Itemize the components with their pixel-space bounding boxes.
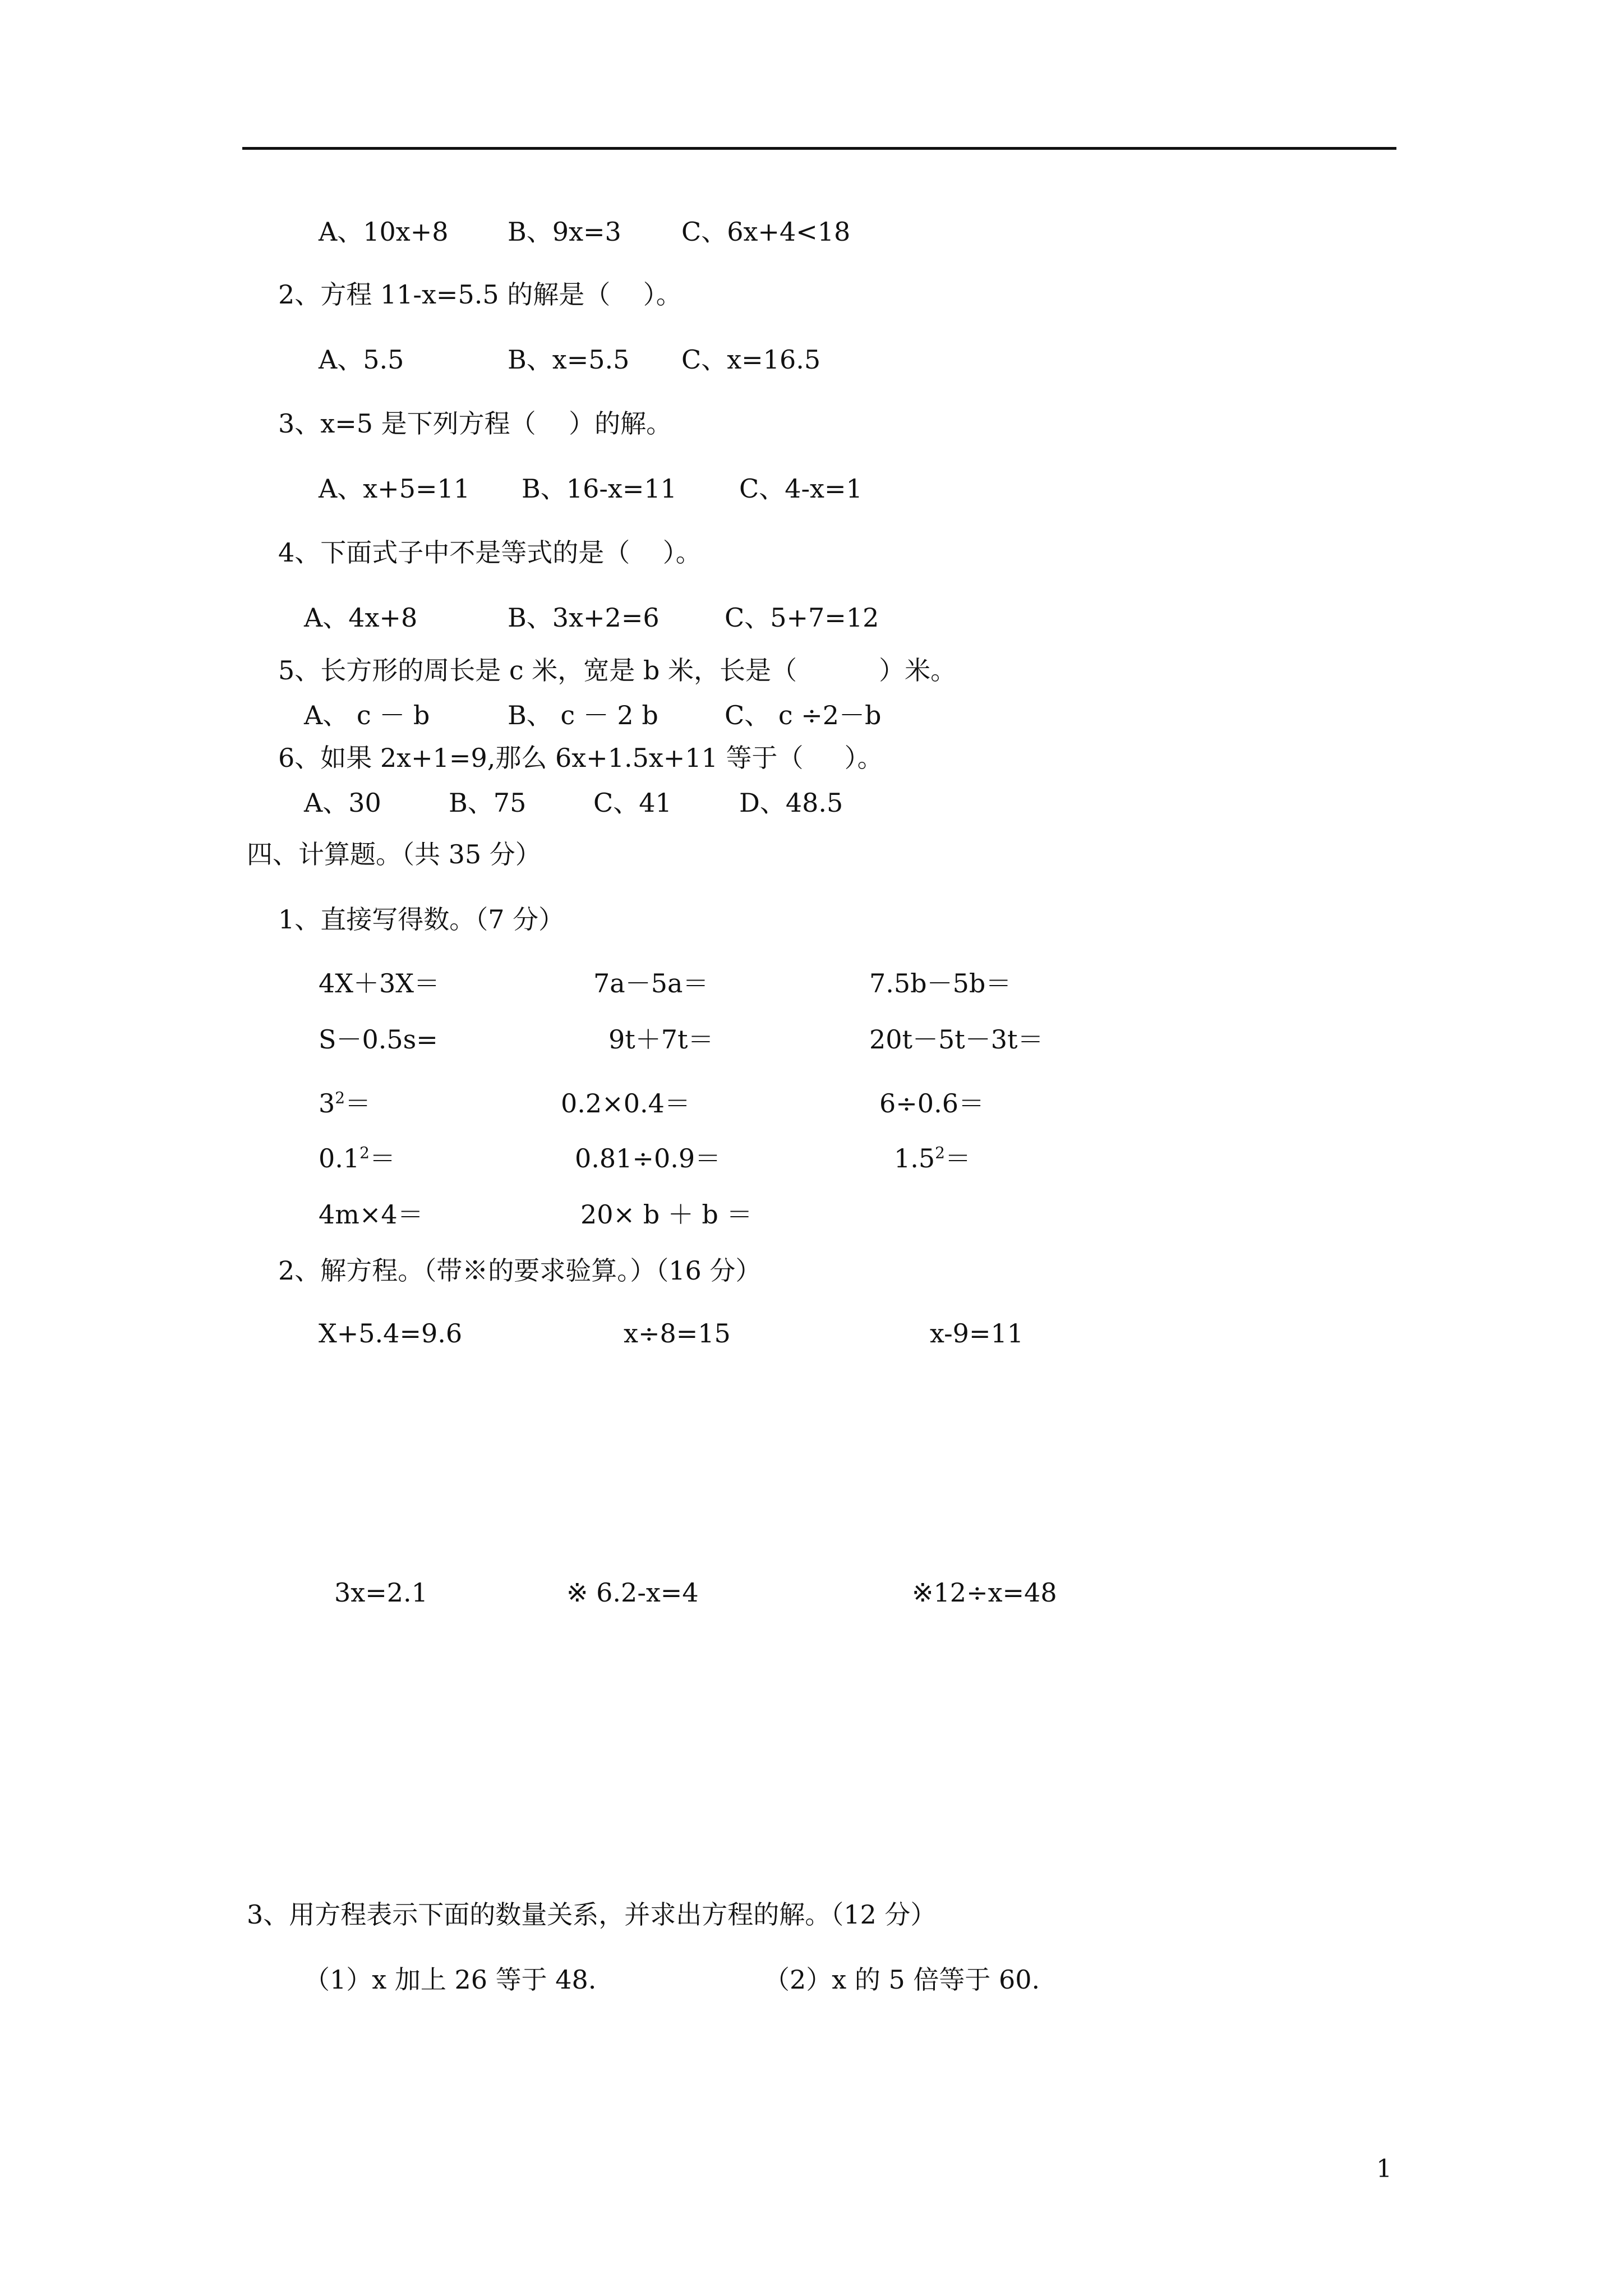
calc-r2-c1: S－0.5s= bbox=[319, 1024, 438, 1055]
q1-option-b: B、9x=3 bbox=[508, 217, 621, 247]
q4-option-a: A、4x+8 bbox=[304, 602, 418, 633]
equation-4: 3x=2.1 bbox=[334, 1577, 428, 1608]
calc-r2-c2: 9t＋7t＝ bbox=[608, 1024, 714, 1055]
calc-r3-c3: 6÷0.6＝ bbox=[879, 1088, 984, 1119]
sub3-item-2: （2）x 的 5 倍等于 60. bbox=[764, 1964, 1040, 1995]
q2-option-a: A、5.5 bbox=[319, 344, 404, 375]
equation-5: ※ 6.2-x=4 bbox=[566, 1577, 699, 1608]
q6-option-a: A、30 bbox=[304, 788, 381, 818]
q2-stem: 2、方程 11-x=5.5 的解是（ ）。 bbox=[278, 279, 682, 310]
q3-option-b: B、16-x=11 bbox=[522, 473, 677, 504]
q3-option-c: C、4-x=1 bbox=[739, 473, 863, 504]
q5-option-b: B、 c － 2 b bbox=[508, 700, 658, 730]
sub2-title: 2、解方程。（带※的要求验算。）（16 分） bbox=[278, 1255, 762, 1286]
calc-r4-c1: $0.1^2=$ bbox=[319, 1143, 395, 1174]
q4-stem: 4、下面式子中不是等式的是（ ）。 bbox=[278, 537, 702, 568]
page-number: 1 bbox=[1376, 2155, 1392, 2183]
q3-stem: 3、x=5 是下列方程（ ）的解。 bbox=[278, 408, 672, 439]
calc-r1-c3: 7.5b－5b＝ bbox=[869, 968, 1012, 999]
q1-option-c: C、6x+4<18 bbox=[681, 217, 851, 247]
sub1-title: 1、直接写得数。（7 分） bbox=[278, 904, 565, 935]
calc-r5-c2: 20× b ＋ b ＝ bbox=[580, 1199, 753, 1230]
sub3-item-1: （1）x 加上 26 等于 48. bbox=[304, 1964, 597, 1995]
q6-option-d: D、48.5 bbox=[739, 788, 843, 818]
calc-r2-c3: 20t－5t－3t＝ bbox=[869, 1024, 1044, 1055]
calc-r1-c2: 7a－5a＝ bbox=[593, 968, 709, 999]
section-4-title: 四、计算题。（共 35 分） bbox=[247, 839, 541, 869]
calc-r4-c3: $1.5^2=$ bbox=[894, 1143, 971, 1174]
q1-option-a: A、10x+8 bbox=[319, 217, 449, 247]
q4-option-b: B、3x+2=6 bbox=[508, 602, 660, 633]
q2-option-b: B、x=5.5 bbox=[508, 344, 630, 375]
q5-option-c: C、 c ÷2－b bbox=[725, 700, 882, 730]
calc-r3-c2: 0.2×0.4＝ bbox=[561, 1088, 690, 1119]
q5-option-a: A、 c － b bbox=[304, 700, 430, 730]
header-rule bbox=[242, 147, 1396, 150]
calc-r4-c2: 0.81÷0.9＝ bbox=[575, 1143, 721, 1174]
calc-r5-c1: 4m×4＝ bbox=[319, 1199, 423, 1230]
q4-option-c: C、5+7=12 bbox=[725, 602, 879, 633]
q6-option-c: C、41 bbox=[593, 788, 672, 818]
q2-option-c: C、x=16.5 bbox=[681, 344, 821, 375]
equation-2: x÷8=15 bbox=[624, 1318, 731, 1349]
calc-r1-c1: 4X＋3X＝ bbox=[319, 968, 440, 999]
q6-option-b: B、75 bbox=[449, 788, 527, 818]
q6-stem: 6、如果 2x+1=9,那么 6x+1.5x+11 等于（ ）。 bbox=[278, 743, 883, 773]
q3-option-a: A、x+5=11 bbox=[319, 473, 471, 504]
equation-3: x-9=11 bbox=[930, 1318, 1024, 1349]
q5-stem: 5、长方形的周长是 c 米，宽是 b 米，长是（ ）米。 bbox=[278, 655, 957, 685]
equation-1: X+5.4=9.6 bbox=[319, 1318, 463, 1349]
equation-6: ※12÷x=48 bbox=[912, 1577, 1057, 1608]
calc-r3-c1: $3^2=$ bbox=[319, 1088, 371, 1119]
sub3-title: 3、用方程表示下面的数量关系，并求出方程的解。（12 分） bbox=[247, 1899, 937, 1930]
